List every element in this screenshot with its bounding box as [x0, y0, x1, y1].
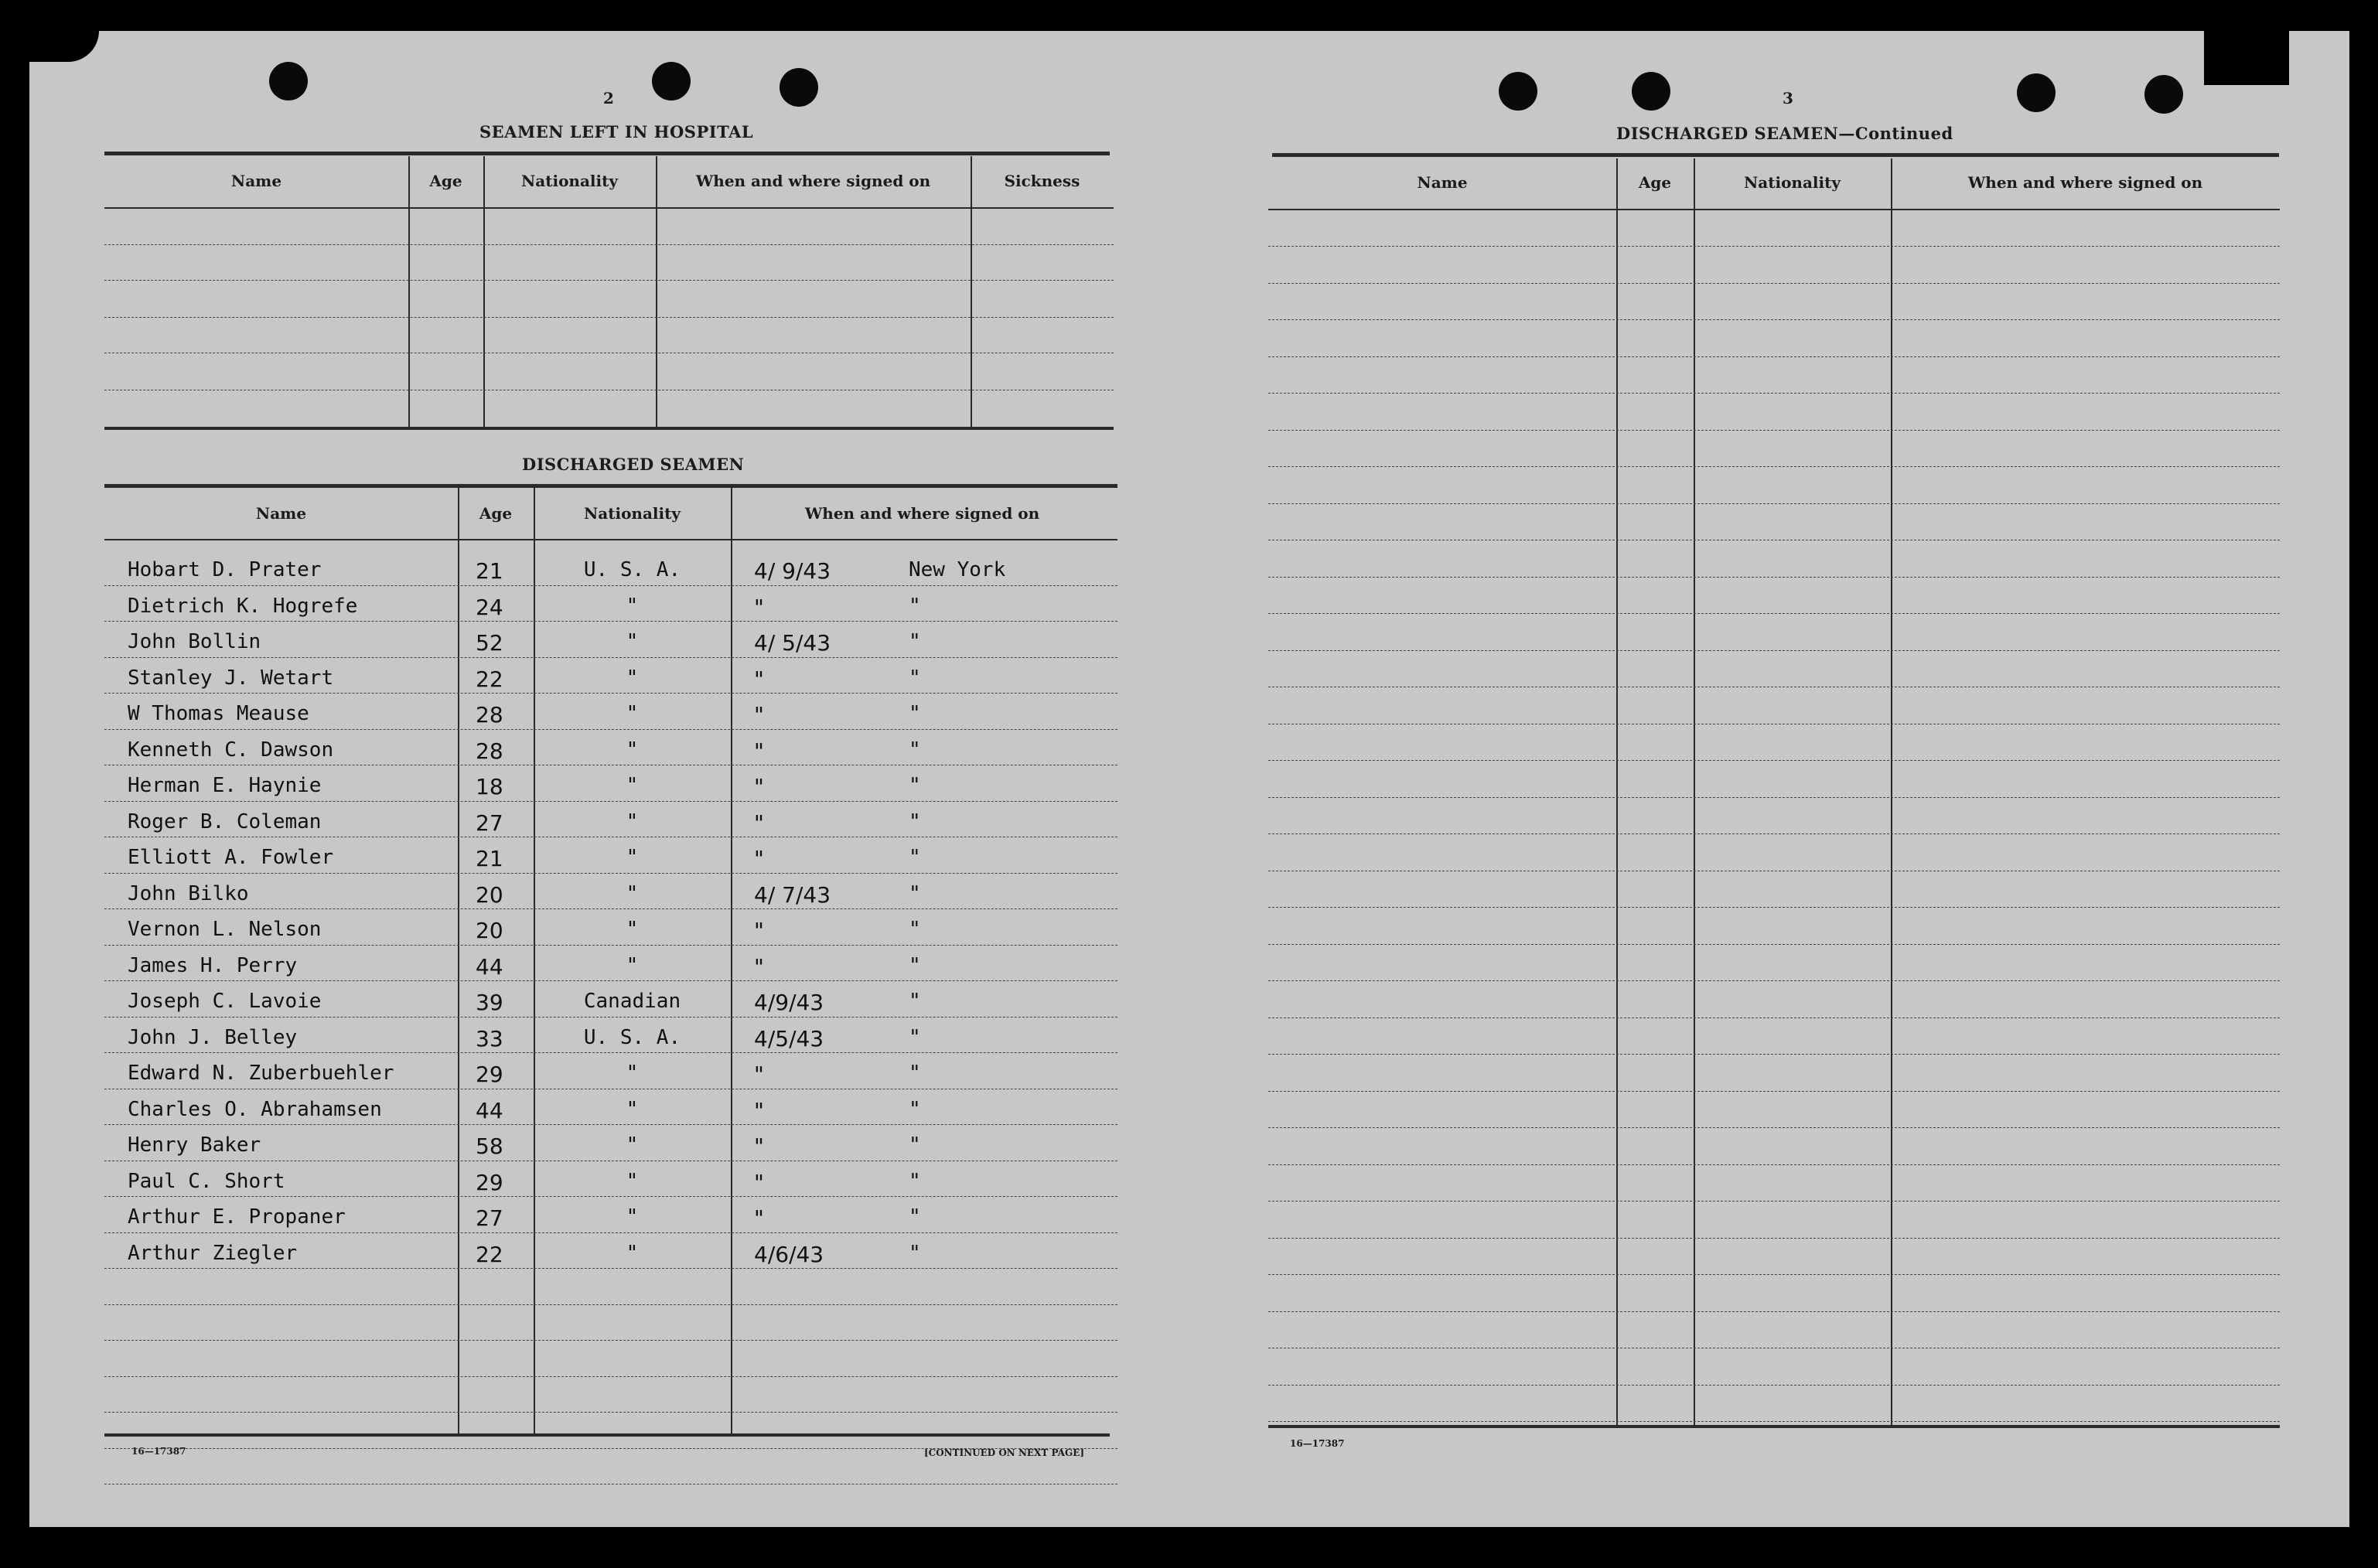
- form-number-left: 16—17387: [131, 1446, 186, 1457]
- seaman-name: Arthur E. Propaner: [128, 1205, 346, 1229]
- punch-hole: [269, 62, 308, 101]
- seaman-name: James H. Perry: [128, 953, 298, 977]
- seaman-age: 58: [476, 1133, 503, 1159]
- signed-on-date: ": [754, 666, 764, 692]
- signed-on-place: ": [909, 594, 921, 618]
- discharged-bottom-rule: [104, 1433, 1110, 1437]
- seaman-nationality: ": [626, 630, 639, 653]
- signed-on-date: 4/ 9/43: [754, 558, 831, 584]
- seaman-age: 29: [476, 1062, 503, 1087]
- seaman-name: Roger B. Coleman: [128, 810, 322, 833]
- page-number-right: 3: [1783, 89, 1793, 107]
- seaman-nationality: ": [626, 738, 639, 762]
- document-sheet: [29, 31, 2349, 1527]
- ruled-line: [1268, 319, 2280, 320]
- seaman-nationality: ": [626, 846, 639, 869]
- ruled-line: [1268, 1054, 2280, 1055]
- ruled-line: [104, 1268, 1117, 1269]
- col-header-age: Age: [479, 504, 513, 523]
- signed-on-place: ": [909, 738, 921, 762]
- seaman-age: 18: [476, 774, 503, 799]
- column-divider: [458, 488, 459, 1435]
- signed-on-place: ": [909, 774, 921, 797]
- ruled-line: [1268, 430, 2280, 431]
- ruled-line: [1268, 577, 2280, 578]
- ruled-line: [1268, 760, 2280, 761]
- seaman-name: John Bollin: [128, 630, 261, 653]
- punch-hole: [780, 68, 818, 107]
- col-header-age: Age: [1638, 173, 1672, 192]
- signed-on-date: ": [754, 1169, 764, 1195]
- ruled-line: [104, 1304, 1117, 1305]
- seaman-nationality: ": [626, 666, 639, 690]
- seaman-name: Arthur Ziegler: [128, 1241, 298, 1265]
- seaman-age: 33: [476, 1025, 503, 1052]
- ruled-line: [104, 908, 1117, 909]
- seaman-age: 28: [476, 738, 503, 764]
- signed-on-place: ": [909, 630, 921, 653]
- seaman-name: John Bilko: [128, 881, 249, 905]
- seaman-age: 24: [476, 594, 503, 620]
- ruled-line: [1268, 1091, 2280, 1092]
- hospital-header-rule: [104, 207, 1114, 209]
- signed-on-place: ": [909, 1241, 921, 1265]
- signed-on-date: ": [754, 1062, 764, 1087]
- ruled-line: [104, 1124, 1117, 1125]
- seaman-nationality: ": [626, 953, 639, 977]
- hospital-top-rule: [104, 152, 1110, 155]
- seaman-name: Charles O. Abrahamsen: [128, 1097, 382, 1121]
- ruled-line: [1268, 1164, 2280, 1165]
- right-top-rule: [1272, 153, 2279, 157]
- ruled-line: [104, 244, 1114, 245]
- ruled-line: [104, 585, 1117, 586]
- ruled-line: [1268, 944, 2280, 945]
- punch-hole: [1499, 72, 1537, 111]
- discharged-top-rule: [104, 484, 1117, 488]
- continued-section-title: DISCHARGED SEAMEN—Continued: [1616, 124, 1953, 143]
- seaman-nationality: ": [626, 1205, 639, 1229]
- seaman-nationality: ": [626, 918, 639, 941]
- ruled-line: [1268, 1421, 2280, 1422]
- signed-on-place: ": [909, 990, 921, 1013]
- col-header-signed-on: When and where signed on: [1967, 173, 2203, 192]
- seaman-age: 21: [476, 846, 503, 871]
- signed-on-place: ": [909, 666, 921, 690]
- signed-on-date: ": [754, 810, 764, 836]
- hospital-bottom-rule: [104, 427, 1114, 430]
- signed-on-date: ": [754, 1133, 764, 1159]
- seaman-name: Hobart D. Prater: [128, 558, 322, 581]
- seaman-nationality: ": [626, 1062, 639, 1085]
- ruled-line: [104, 980, 1117, 981]
- seaman-age: 27: [476, 1205, 503, 1231]
- ruled-line: [104, 729, 1117, 730]
- seaman-nationality: ": [626, 702, 639, 725]
- signed-on-date: 4/ 7/43: [754, 881, 831, 908]
- signed-on-place: ": [909, 810, 921, 833]
- ruled-line: [1268, 833, 2280, 834]
- signed-on-place: ": [909, 702, 921, 725]
- seaman-nationality: U. S. A.: [583, 558, 681, 581]
- seaman-nationality: ": [626, 1241, 639, 1265]
- ruled-line: [1268, 613, 2280, 614]
- seaman-name: Kenneth C. Dawson: [128, 738, 334, 762]
- signed-on-date: ": [754, 738, 764, 764]
- ruled-line: [1268, 246, 2280, 247]
- seaman-nationality: U. S. A.: [583, 1025, 681, 1049]
- ruled-line: [1268, 1385, 2280, 1386]
- ruled-line: [104, 801, 1117, 802]
- signed-on-place: ": [909, 1062, 921, 1085]
- signed-on-place: ": [909, 1097, 921, 1121]
- seaman-name: John J. Belley: [128, 1025, 298, 1049]
- signed-on-place: ": [909, 953, 921, 977]
- ruled-line: [1268, 797, 2280, 798]
- column-divider: [1616, 159, 1618, 1427]
- ruled-line: [104, 1052, 1117, 1053]
- col-header-name: Name: [255, 504, 307, 523]
- ruled-line: [104, 873, 1117, 874]
- ruled-line: [104, 1376, 1117, 1377]
- seaman-age: 21: [476, 558, 503, 584]
- ruled-line: [1268, 1311, 2280, 1312]
- column-divider: [656, 156, 657, 428]
- punch-hole: [1632, 72, 1670, 111]
- col-header-nationality: Nationality: [584, 504, 681, 523]
- form-number-right: 16—17387: [1290, 1438, 1345, 1449]
- punch-hole: [2144, 75, 2183, 114]
- signed-on-place: ": [909, 881, 921, 905]
- signed-on-date: ": [754, 1097, 764, 1123]
- signed-on-place: ": [909, 1205, 921, 1229]
- signed-on-place: ": [909, 846, 921, 869]
- col-header-name: Name: [230, 172, 282, 190]
- seaman-name: Vernon L. Nelson: [128, 918, 322, 941]
- seaman-nationality: ": [626, 1169, 639, 1193]
- continued-note: [CONTINUED ON NEXT PAGE]: [924, 1447, 1085, 1458]
- ruled-line: [1268, 356, 2280, 357]
- signed-on-date: ": [754, 953, 764, 980]
- col-header-name: Name: [1417, 173, 1468, 192]
- seaman-nationality: ": [626, 594, 639, 618]
- ruled-line: [104, 1232, 1117, 1233]
- seaman-nationality: ": [626, 774, 639, 797]
- col-header-nationality: Nationality: [521, 172, 618, 190]
- column-divider: [731, 488, 732, 1435]
- ruled-line: [1268, 466, 2280, 467]
- signed-on-date: 4/ 5/43: [754, 630, 831, 656]
- signed-on-place: ": [909, 1133, 921, 1157]
- ruled-line: [1268, 1127, 2280, 1128]
- ruled-line: [104, 1412, 1117, 1413]
- column-divider: [971, 156, 972, 428]
- signed-on-date: ": [754, 774, 764, 799]
- ruled-line: [1268, 907, 2280, 908]
- column-divider: [1694, 159, 1695, 1427]
- signed-on-date: ": [754, 846, 764, 871]
- seaman-age: 27: [476, 810, 503, 836]
- signed-on-place: ": [909, 918, 921, 941]
- ruled-line: [104, 657, 1117, 658]
- seaman-nationality: ": [626, 1133, 639, 1157]
- seaman-age: 20: [476, 881, 503, 908]
- seaman-age: 52: [476, 630, 503, 656]
- col-header-nationality: Nationality: [1744, 173, 1841, 192]
- ruled-line: [104, 1196, 1117, 1197]
- ruled-line: [104, 945, 1117, 946]
- right-header-rule: [1268, 209, 2280, 210]
- seaman-age: 20: [476, 918, 503, 943]
- ruled-line: [1268, 1238, 2280, 1239]
- seaman-name: Elliott A. Fowler: [128, 846, 334, 869]
- seaman-name: Henry Baker: [128, 1133, 261, 1157]
- seaman-name: Stanley J. Wetart: [128, 666, 334, 690]
- ruled-line: [1268, 393, 2280, 394]
- discharged-section-title: DISCHARGED SEAMEN: [522, 455, 745, 474]
- signed-on-date: 4/6/43: [754, 1241, 824, 1267]
- ruled-line: [1268, 980, 2280, 981]
- signed-on-place: New York: [909, 558, 1006, 581]
- punch-hole: [2017, 73, 2056, 112]
- ruled-line: [104, 693, 1117, 694]
- discharged-header-rule: [104, 539, 1117, 540]
- right-bottom-rule: [1268, 1425, 2280, 1428]
- seaman-name: Joseph C. Lavoie: [128, 990, 322, 1013]
- ruled-line: [1268, 1274, 2280, 1275]
- column-divider: [483, 156, 485, 428]
- ruled-line: [1268, 650, 2280, 651]
- ruled-line: [104, 317, 1114, 318]
- seaman-age: 44: [476, 953, 503, 980]
- ruled-line: [104, 1448, 1117, 1449]
- ruled-line: [1268, 503, 2280, 504]
- signed-on-date: 4/5/43: [754, 1025, 824, 1052]
- seaman-name: Paul C. Short: [128, 1169, 285, 1193]
- seaman-nationality: ": [626, 881, 639, 905]
- hospital-section-title: SEAMEN LEFT IN HOSPITAL: [479, 122, 754, 141]
- column-divider: [1891, 159, 1892, 1427]
- col-header-signed-on: When and where signed on: [804, 504, 1040, 523]
- seaman-age: 22: [476, 666, 503, 692]
- ruled-line: [104, 621, 1117, 622]
- col-header-sickness: Sickness: [1004, 172, 1080, 190]
- seaman-age: 29: [476, 1169, 503, 1195]
- ruled-line: [104, 280, 1114, 281]
- ruled-line: [1268, 1017, 2280, 1018]
- seaman-age: 44: [476, 1097, 503, 1123]
- signed-on-date: 4/9/43: [754, 990, 824, 1015]
- signed-on-date: ": [754, 594, 764, 620]
- seaman-age: 28: [476, 702, 503, 728]
- seaman-nationality: ": [626, 810, 639, 833]
- seaman-nationality: ": [626, 1097, 639, 1121]
- seaman-name: Edward N. Zuberbuehler: [128, 1062, 394, 1085]
- punch-hole: [652, 62, 691, 101]
- page-number-left: 2: [603, 89, 614, 107]
- signed-on-date: ": [754, 918, 764, 943]
- seaman-age: 39: [476, 990, 503, 1015]
- torn-corner: [2204, 31, 2289, 85]
- signed-on-place: ": [909, 1169, 921, 1193]
- ruled-line: [1268, 283, 2280, 284]
- signed-on-date: ": [754, 1205, 764, 1231]
- seaman-age: 22: [476, 1241, 503, 1267]
- seaman-name: Herman E. Haynie: [128, 774, 322, 797]
- col-header-signed-on: When and where signed on: [695, 172, 931, 190]
- seaman-nationality: Canadian: [583, 990, 681, 1013]
- seaman-name: Dietrich K. Hogrefe: [128, 594, 358, 618]
- ruled-line: [104, 1340, 1117, 1341]
- column-divider: [408, 156, 410, 428]
- signed-on-place: ": [909, 1025, 921, 1049]
- seaman-name: W Thomas Meause: [128, 702, 309, 725]
- col-header-age: Age: [429, 172, 462, 190]
- signed-on-date: ": [754, 702, 764, 728]
- ruled-line: [1268, 1201, 2280, 1202]
